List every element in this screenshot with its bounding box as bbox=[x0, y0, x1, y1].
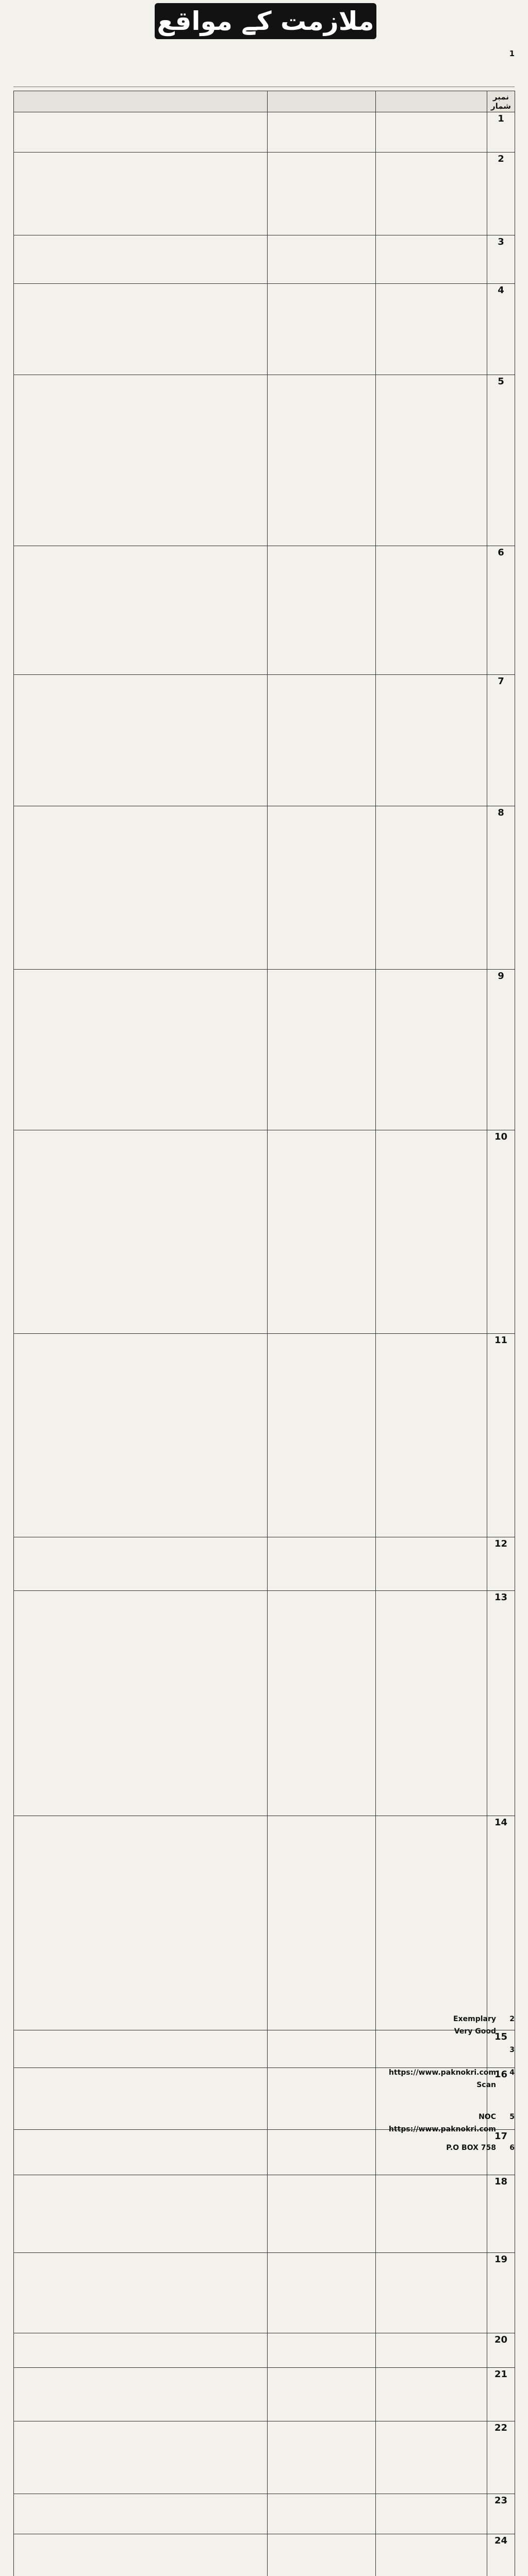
table-row bbox=[14, 2494, 515, 2534]
table-row bbox=[14, 1334, 515, 1537]
column-header bbox=[268, 91, 376, 112]
sr-cell: 2 bbox=[487, 152, 515, 235]
table-row bbox=[14, 969, 515, 1130]
sr-cell: 4 bbox=[487, 283, 515, 375]
table-row bbox=[14, 674, 515, 806]
website-link[interactable]: https://www.paknokri.com bbox=[389, 2125, 496, 2133]
table-row bbox=[14, 112, 515, 152]
sr-cell: 6 bbox=[487, 546, 515, 675]
qualification-cell bbox=[268, 806, 376, 969]
title-banner bbox=[155, 3, 376, 39]
requirement-cell bbox=[14, 1334, 268, 1537]
sr-cell: 21 bbox=[487, 2368, 515, 2421]
column-header bbox=[14, 91, 268, 112]
post-cell bbox=[376, 2252, 487, 2333]
qualification-cell bbox=[268, 2368, 376, 2421]
post-cell bbox=[376, 1334, 487, 1537]
qualification-cell bbox=[268, 1130, 376, 1333]
table-header-row bbox=[14, 91, 515, 112]
sr-cell: 9 bbox=[487, 969, 515, 1130]
sr-cell: 11 bbox=[487, 1334, 515, 1537]
table-row bbox=[14, 1591, 515, 1816]
sr-cell: 15 bbox=[487, 2030, 515, 2068]
qualification-cell bbox=[268, 2534, 376, 2576]
column-header bbox=[376, 91, 487, 112]
requirement-cell bbox=[14, 152, 268, 235]
sr-cell: 23 bbox=[487, 2494, 515, 2534]
qualification-cell bbox=[268, 969, 376, 1130]
requirement-cell bbox=[14, 1816, 268, 2030]
qualification-cell bbox=[268, 2421, 376, 2494]
requirement-cell bbox=[14, 2368, 268, 2421]
jobs-table bbox=[13, 91, 515, 2576]
requirement-cell bbox=[14, 375, 268, 546]
table-row bbox=[14, 2252, 515, 2333]
qualification-cell bbox=[268, 112, 376, 152]
post-cell bbox=[376, 1816, 487, 2030]
sr-cell: 8 bbox=[487, 806, 515, 969]
po-box: P.O BOX 758 bbox=[446, 2144, 496, 2152]
post-cell bbox=[376, 546, 487, 675]
note-inline-term: Scan bbox=[476, 2081, 496, 2089]
qualification-cell bbox=[268, 674, 376, 806]
table-row bbox=[14, 375, 515, 546]
table-row bbox=[14, 806, 515, 969]
table-row bbox=[14, 2534, 515, 2576]
requirement-cell bbox=[14, 2494, 268, 2534]
requirement-cell bbox=[14, 2252, 268, 2333]
website-link[interactable]: https://www.paknokri.com bbox=[389, 2069, 496, 2077]
requirement-cell bbox=[14, 283, 268, 375]
requirement-cell bbox=[14, 2333, 268, 2368]
intro-number: 1 bbox=[509, 47, 515, 60]
sr-cell: 18 bbox=[487, 2175, 515, 2252]
post-cell bbox=[376, 152, 487, 235]
table-row bbox=[14, 1537, 515, 1591]
post-cell bbox=[376, 674, 487, 806]
requirement-cell bbox=[14, 806, 268, 969]
table-row bbox=[14, 546, 515, 675]
sr-cell: 3 bbox=[487, 235, 515, 284]
sr-cell: 1 bbox=[487, 112, 515, 152]
sr-cell: 24 bbox=[487, 2534, 515, 2576]
note-number: 6 bbox=[509, 2142, 515, 2154]
post-cell bbox=[376, 2333, 487, 2368]
post-cell bbox=[376, 1537, 487, 1591]
table-row bbox=[14, 235, 515, 284]
post-cell bbox=[376, 969, 487, 1130]
post-cell bbox=[376, 2421, 487, 2494]
qualification-cell bbox=[268, 2494, 376, 2534]
requirement-cell bbox=[14, 546, 268, 675]
intro-paragraph bbox=[13, 47, 515, 87]
post-cell bbox=[376, 235, 487, 284]
post-cell bbox=[376, 2368, 487, 2421]
page-title: ملازمت کے مواقع bbox=[157, 6, 374, 36]
post-cell bbox=[376, 2175, 487, 2252]
qualification-cell bbox=[268, 1591, 376, 1816]
jobs-table-body bbox=[14, 112, 515, 2576]
column-header: نمبر شمار bbox=[487, 91, 515, 112]
requirement-cell bbox=[14, 2175, 268, 2252]
sr-cell: 13 bbox=[487, 1591, 515, 1816]
table-row bbox=[14, 1130, 515, 1333]
post-cell bbox=[376, 2494, 487, 2534]
note-inline-term: Very Good bbox=[454, 2027, 496, 2036]
post-cell bbox=[376, 283, 487, 375]
requirement-cell bbox=[14, 969, 268, 1130]
note-number: 4 bbox=[509, 2067, 515, 2078]
qualification-cell bbox=[268, 152, 376, 235]
qualification-cell bbox=[268, 235, 376, 284]
requirement-cell bbox=[14, 674, 268, 806]
sr-cell: 10 bbox=[487, 1130, 515, 1333]
requirement-cell bbox=[14, 2421, 268, 2494]
requirement-cell bbox=[14, 2534, 268, 2576]
table-row bbox=[14, 1816, 515, 2030]
note-inline-term: NOC bbox=[478, 2113, 496, 2121]
note-number: 3 bbox=[509, 2044, 515, 2056]
requirement-cell bbox=[14, 1537, 268, 1591]
qualification-cell bbox=[268, 2175, 376, 2252]
sr-cell: 7 bbox=[487, 674, 515, 806]
table-row bbox=[14, 2333, 515, 2368]
note-number: 2 bbox=[509, 2013, 515, 2025]
sr-cell: 17 bbox=[487, 2129, 515, 2175]
sr-cell: 20 bbox=[487, 2333, 515, 2368]
sr-cell: 16 bbox=[487, 2067, 515, 2129]
qualification-cell bbox=[268, 1537, 376, 1591]
note-inline-term: Exemplary bbox=[453, 2015, 496, 2023]
requirement-cell bbox=[14, 112, 268, 152]
note-number: 5 bbox=[509, 2111, 515, 2123]
requirement-cell bbox=[14, 1591, 268, 1816]
requirement-cell bbox=[14, 1130, 268, 1333]
sr-cell: 5 bbox=[487, 375, 515, 546]
sr-cell: 22 bbox=[487, 2421, 515, 2494]
qualification-cell bbox=[268, 2252, 376, 2333]
qualification-cell bbox=[268, 283, 376, 375]
table-row bbox=[14, 2368, 515, 2421]
sr-cell: 19 bbox=[487, 2252, 515, 2333]
sr-cell: 12 bbox=[487, 1537, 515, 1591]
post-cell bbox=[376, 2534, 487, 2576]
post-cell bbox=[376, 375, 487, 546]
qualification-cell bbox=[268, 2333, 376, 2368]
requirement-cell bbox=[14, 235, 268, 284]
footer-notes bbox=[13, 2013, 515, 2168]
post-cell bbox=[376, 112, 487, 152]
table-row bbox=[14, 2175, 515, 2252]
post-cell bbox=[376, 1130, 487, 1333]
table-row bbox=[14, 2421, 515, 2494]
qualification-cell bbox=[268, 546, 376, 675]
qualification-cell bbox=[268, 1816, 376, 2030]
post-cell bbox=[376, 1591, 487, 1816]
qualification-cell bbox=[268, 375, 376, 546]
sr-cell: 14 bbox=[487, 1816, 515, 2030]
post-cell bbox=[376, 806, 487, 969]
table-row bbox=[14, 283, 515, 375]
table-row bbox=[14, 152, 515, 235]
qualification-cell bbox=[268, 1334, 376, 1537]
